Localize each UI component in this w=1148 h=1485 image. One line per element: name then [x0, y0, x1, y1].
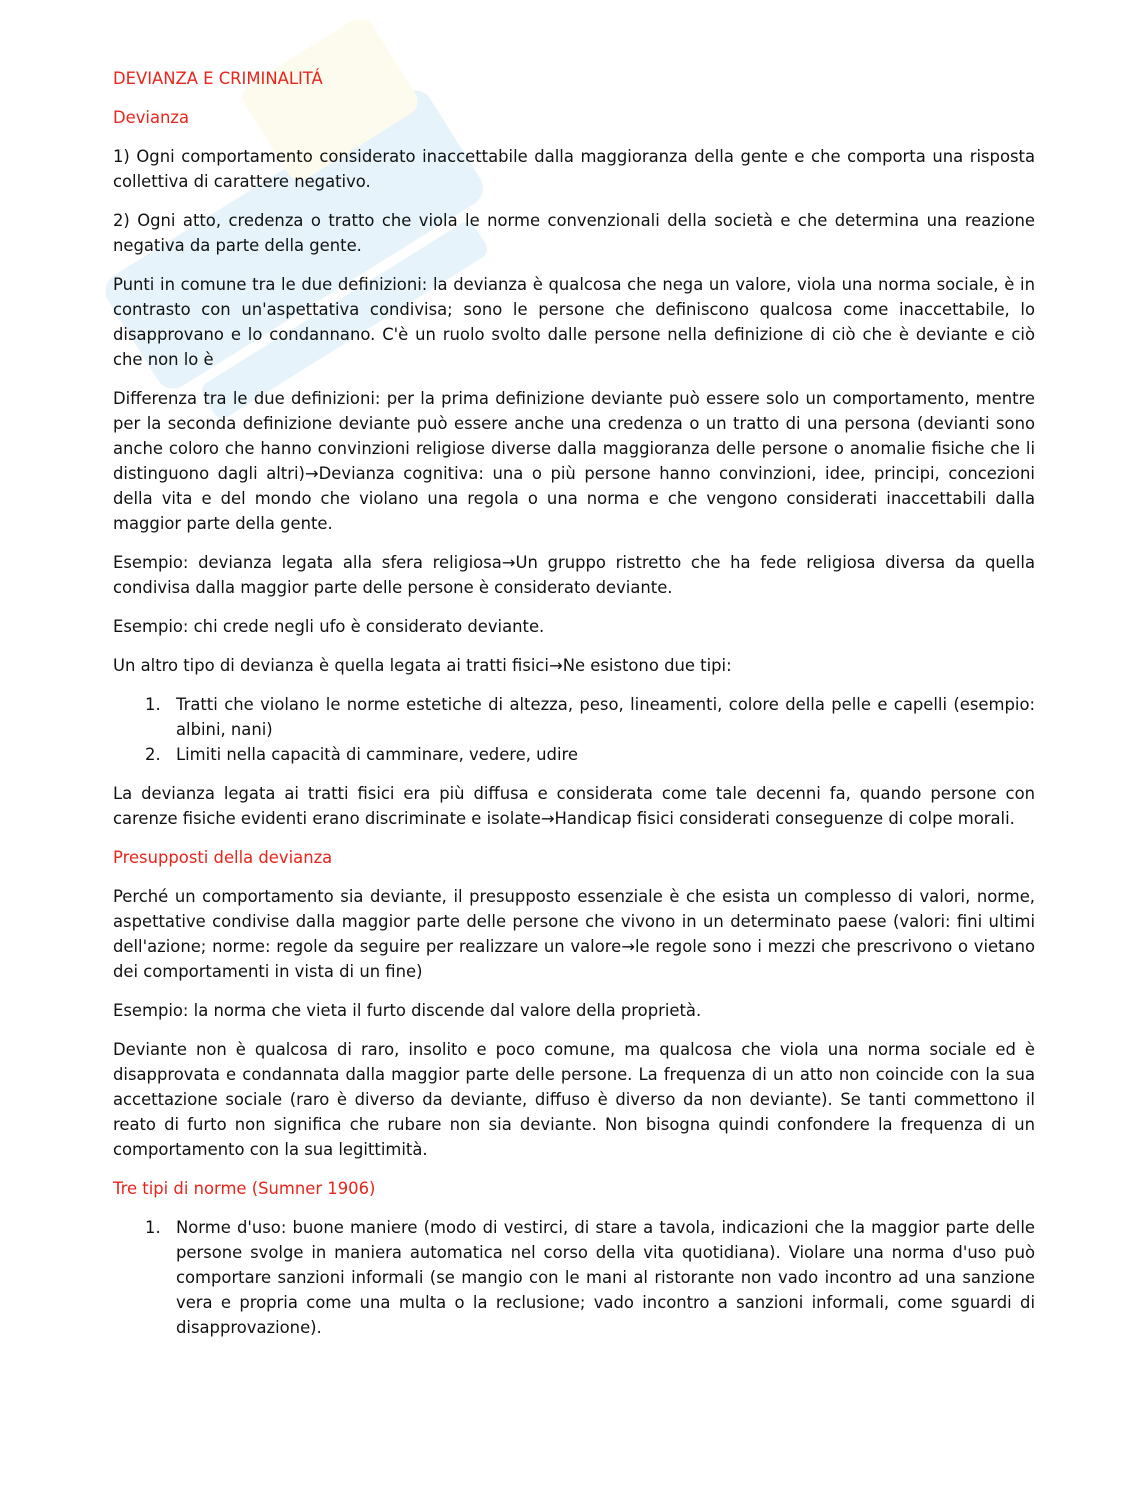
section-heading-devianza: Devianza	[113, 108, 190, 127]
physical-traits-list	[113, 692, 1035, 767]
document-page	[113, 66, 1035, 1354]
paragraph: Deviante non è qualcosa di raro, insolito e poco comune, ma qualcosa che viola una norma sociale ed è disapprovata e condannata dalla maggior parte delle persone. La frequenza di un atto non coincide con la sua accettazione sociale (raro è diverso da deviante, diffuso è diverso da non deviante). Se tanti commettono il reato di furto non significa che rubare non sia deviante. Non bisogna quindi confondere la frequenza di un comportamento con la sua legittimità.	[113, 1040, 1035, 1159]
paragraph: Esempio: la norma che vieta il furto discende dal valore della proprietà.	[113, 1001, 702, 1020]
list-item: Limiti nella capacità di camminare, vedere, udire	[176, 745, 578, 764]
paragraph: Un altro tipo di devianza è quella legata ai tratti fisici→Ne esistono due tipi:	[113, 656, 732, 675]
document-title: DEVIANZA E CRIMINALITÁ	[113, 69, 323, 88]
list-item: Tratti che violano le norme estetiche di altezza, peso, lineamenti, colore della pelle e capelli (esempio: albini, nani)	[176, 695, 1035, 739]
norms-list	[113, 1215, 1035, 1340]
paragraph: Differenza tra le due definizioni: per la prima definizione deviante può essere solo un comportamento, mentre per la seconda definizione deviante può essere anche una credenza o un tratto di una persona (devianti sono anche coloro che hanno convinzioni religiose diverse dalla maggioranza delle persone o anomalie fisiche che li distinguono dagli altri)→Devianza cognitiva: una o più persone hanno convinzioni, idee, principi, concezioni della vita e del mondo che violano una regola o una norma e che vengono considerati inaccettabili dalla maggior parte della gente.	[113, 389, 1035, 533]
section-heading-tre-tipi-norme: Tre tipi di norme (Sumner 1906)	[113, 1179, 376, 1198]
paragraph: Punti in comune tra le due definizioni: la devianza è qualcosa che nega un valore, viola una norma sociale, è in contrasto con un'aspettativa condivisa; sono le persone che definiscono qualcosa come inaccettabile, lo disapprovano e lo condannano. C'è un ruolo svolto dalle persone nella definizione di ciò che è deviante e ciò che non lo è	[113, 275, 1035, 369]
section-heading-presupposti: Presupposti della devianza	[113, 848, 333, 867]
paragraph: 2) Ogni atto, credenza o tratto che viola le norme convenzionali della società e che determina una reazione negativa da parte della gente.	[113, 211, 1035, 255]
list-item: Norme d'uso: buone maniere (modo di vestirci, di stare a tavola, indicazioni che la maggior parte delle persone svolge in maniera automatica nel corso della vita quotidiana). Violare una norma d'uso può comportare sanzioni informali (se mangio con le mani al ristorante non vado incontro ad una sanzione vera e propria come una multa o la reclusione; vado incontro a sanzioni informali, come sguardi di disapprovazione).	[176, 1218, 1035, 1337]
paragraph: Esempio: devianza legata alla sfera religiosa→Un gruppo ristretto che ha fede religiosa diversa da quella condivisa dalla maggior parte delle persone è considerato deviante.	[113, 553, 1035, 597]
paragraph: Perché un comportamento sia deviante, il presupposto essenziale è che esista un complesso di valori, norme, aspettative condivise dalla maggior parte delle persone che vivono in un determinato paese (valori: fini ultimi dell'azione; norme: regole da seguire per realizzare un valore→le regole sono i mezzi che prescrivono o vietano dei comportamenti in vista di un fine)	[113, 887, 1035, 981]
paragraph: 1) Ogni comportamento considerato inaccettabile dalla maggioranza della gente e che comporta una risposta collettiva di carattere negativo.	[113, 147, 1035, 191]
paragraph: Esempio: chi crede negli ufo è considerato deviante.	[113, 617, 545, 636]
paragraph: La devianza legata ai tratti fisici era più diffusa e considerata come tale decenni fa, quando persone con carenze fisiche evidenti erano discriminate e isolate→Handicap fisici considerati conseguenze di colpe morali.	[113, 784, 1035, 828]
